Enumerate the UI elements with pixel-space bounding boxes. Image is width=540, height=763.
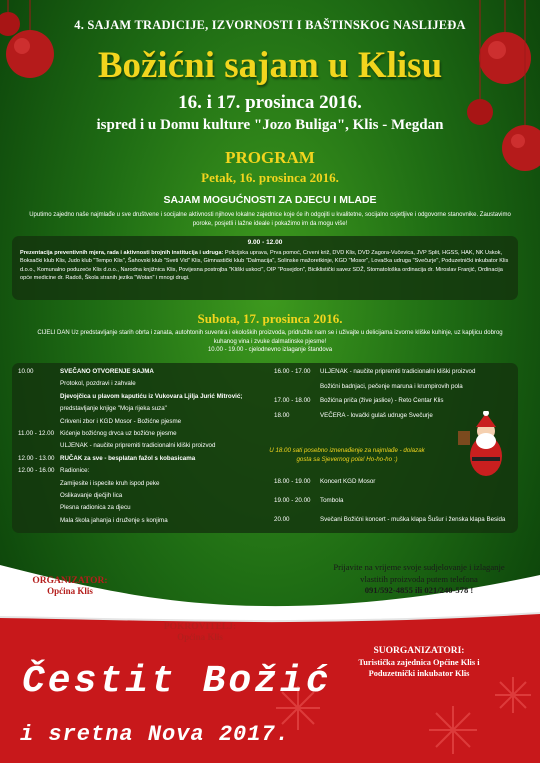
day2-heading: Subota, 17. prosinca 2016. <box>197 311 343 326</box>
registration-info <box>300 562 538 597</box>
schedule-item: Radionice: <box>60 467 90 475</box>
schedule-item: Plesna radionica za djecu <box>60 504 131 512</box>
day2-time: 10.00 - 19.00 - cjelodnevno izlaganje štandova <box>207 347 333 354</box>
page-title: Božićni sajam u Klisu <box>97 45 443 86</box>
schedule-box <box>12 363 518 533</box>
santa-icon <box>456 411 516 481</box>
schedule-time: 20.00 <box>274 516 290 523</box>
coorganizer-block <box>300 646 538 679</box>
schedule-item: Protokol, pozdravi i zahvale <box>60 380 136 388</box>
schedule-time: 18.00 <box>274 411 290 419</box>
fair-subtitle: 4. SAJAM TRADICIJE, IZVORNOSTI I BAŠTINSKOG NASLIJEĐA <box>74 18 466 32</box>
schedule-item: predstavljanje knjige "Moja rijeka suza" <box>60 405 167 413</box>
schedule-item: Svečani Božićni koncert - muška klapa Šušur i ženska klapa Besida <box>320 516 506 523</box>
schedule-time: 16.00 - 17.00 <box>274 368 311 375</box>
schedule-time: 19.00 - 20.00 <box>274 497 311 504</box>
sponsor-label: POKROVITELJ: <box>163 622 237 632</box>
sponsor-block <box>140 622 260 642</box>
schedule-item: Kićenje božićnog drvca uz božićne pjesme <box>60 430 177 437</box>
institutions-text <box>20 249 510 283</box>
organizer-block <box>10 576 130 596</box>
coorganizer-line1: Turistička zajednica Općine Klis i <box>358 658 480 667</box>
schedule-time: 18.00 - 19.00 <box>274 478 311 485</box>
schedule-item: ULJENAK - naučite pripremiti tradicionalni kliški proizvod <box>320 368 476 375</box>
schedule-item: Božićna priča (žive jaslice) - Reto Centar Klis <box>320 397 444 404</box>
schedule-time: 12.00 - 16.00 <box>18 467 55 475</box>
schedule-item: Božićni badnjaci, pečenje maruna i krumpirovih pola <box>320 382 463 390</box>
institutions-box <box>12 236 518 300</box>
event-venue: ispred i u Domu kulture "Jozo Buliga", Klis - Megdan <box>96 117 444 133</box>
organizer-value: Općina Klis <box>47 586 93 596</box>
schedule-time: 10.00 <box>18 368 34 375</box>
event-dates: 16. i 17. prosinca 2016. <box>178 92 362 113</box>
santa-announcement: U 18.00 sati posebno iznenađenje za najmlađe - dolazak gosta sa Sjevernog pola! Ho-ho-ho :) <box>269 447 425 463</box>
coorganizer-label: SUORGANIZATORI: <box>373 646 465 656</box>
schedule-item: VEČERA - lovački gulaš udruge Svečurje <box>320 411 433 419</box>
schedule-item: Djevojčica u plavom kaputiću iz Vukovara Ljilja Jurić Mitrović; <box>60 392 243 400</box>
day2-lead: CIJELI DAN <box>37 330 70 336</box>
schedule-item: RUČAK za sve - besplatan fažol s kobasicama <box>60 454 196 462</box>
info-phone: 091/592-4855 ili 021/240-578 ! <box>364 585 474 595</box>
section-title: SAJAM MOGUĆNOSTI ZA DJECU I MLADE <box>163 194 377 206</box>
greeting-new-year: i sretna Nova 2017. <box>20 722 290 747</box>
schedule-item: Zamijesite i ispecite kruh ispod peke <box>60 479 160 487</box>
schedule-time: 11.00 - 12.00 <box>18 430 55 437</box>
institutions-lead: Prezentacija preventivnih mjera, rada i aktivnosti brojnih institucija i udruga: <box>20 250 224 256</box>
day1-heading: Petak, 16. prosinca 2016. <box>201 170 339 185</box>
schedule-time: 17.00 - 18.00 <box>274 397 311 404</box>
info-line1: Prijavite na vrijeme svoje sudjelovanje i izlaganje <box>333 562 505 572</box>
day2-text <box>30 329 510 355</box>
greeting-christmas: Čestit Božić <box>22 660 332 703</box>
program-heading: PROGRAM <box>225 148 315 167</box>
box1-time: 9.00 - 12.00 <box>247 239 283 246</box>
coorganizer-line2: Poduzetnički inkubator Klis <box>368 669 470 678</box>
schedule-item: Koncert KGD Mosor <box>320 478 376 485</box>
institutions-list: Policijska uprava, Prva pomoć, Crveni križ, DVD Klis, DVD Zagora-Vučevica, JVP Split, HGSS, HAK, NK Uskok, Boksački klub Klis, Judo klub "Tempo Klis", Šahovski klub "Sveti Vid" Klis, Gimnastički klub "Dalmacija", Solinske mažoretkinje, KGD "Mosor", Lovačka udruga "Svečurje", Poduzetnički inkubator Klis d.o.o., Komunalno poduzeće Klis d.o.o., Narodna knjižnica Klis, Povijesna postrojba "Kliški uskoci", OIP "Posejdon", Biciklistički savez SDŽ, Stomatološka ordinacija dr. Miroslav Franjić, Ordinacija opće medicine dr. Radoš, Škola stranih jezika "Wotan" i mnogi drugi. <box>20 250 509 282</box>
schedule-item: Mala škola jahanja i druženje s konjima <box>60 516 168 524</box>
organizer-label: ORGANIZATOR: <box>32 576 108 586</box>
schedule-item: SVEČANO OTVORENJE SAJMA <box>60 368 154 375</box>
day2-body: Uz predstavljanje starih obrta i zanata, autohtonih suvenira i ekoloških proizvoda, pridružite nam se i uživajte u delicijama izvorne kliške kuhinje, uz kapljicu dobrog kuhanog vina i zvuke dalmatinske pjesme! <box>71 330 503 345</box>
schedule-item: Oslikavanje dječjih lica <box>60 492 123 499</box>
info-line2: vlastitih proizvoda putem telefona <box>360 573 478 584</box>
schedule-time: 12.00 - 13.00 <box>18 454 55 462</box>
sponsor-value: Općina Klis <box>177 632 223 642</box>
schedule-item: ULJENAK - naučite pripremiti tradicionalni kliški proizvod <box>60 442 216 450</box>
schedule-item: Crkveni zbor i KGD Mosor - Božićne pjesme <box>60 417 182 425</box>
schedule-item: Tombola <box>320 497 344 504</box>
section-text: Uputimo zajedno naše najmlađe u sve društvene i socijalne aktivnosti njihove lokalne zajednice koje će ih odgojiti u kvalitetne, socijalno osjetljive i odgovorne stanovnike. Zaustavimo poroke, posjetli i lažne ideale i pokažimo im da mogu više! <box>29 212 511 227</box>
